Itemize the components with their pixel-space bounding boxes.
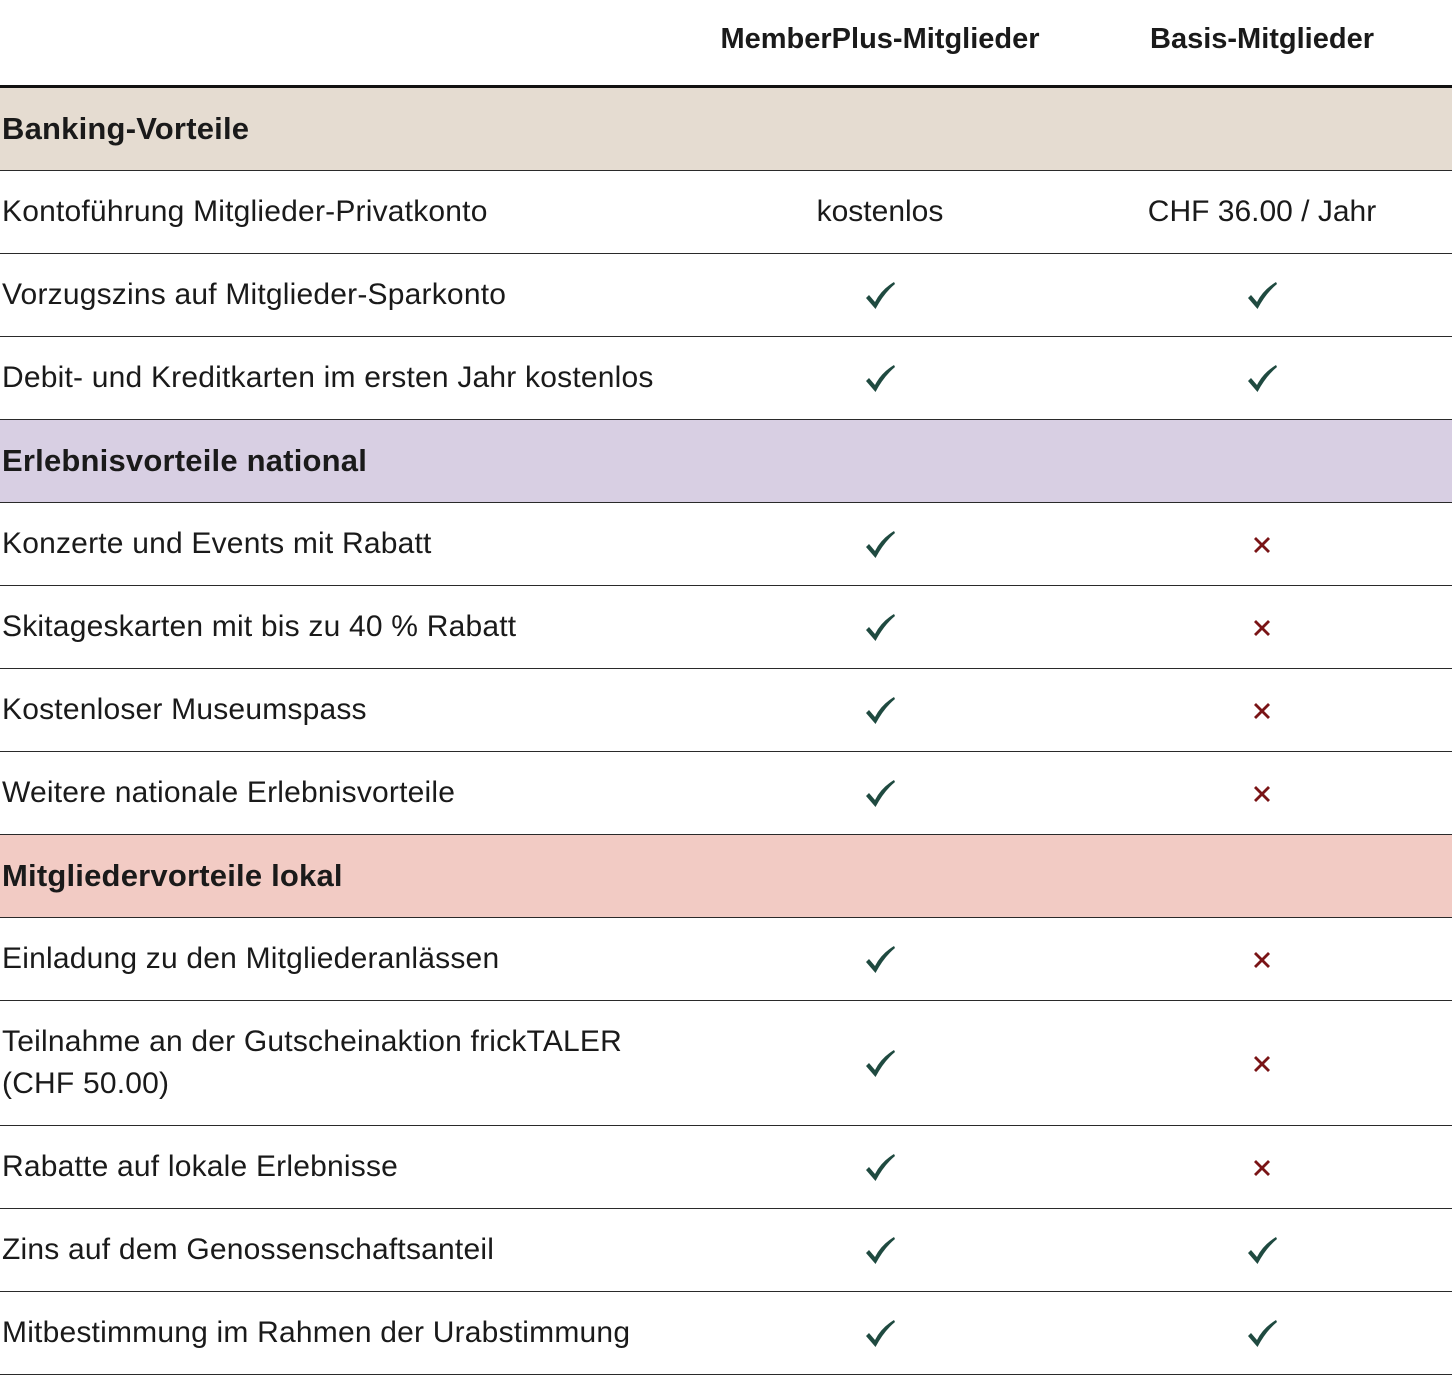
memberplus-value [688, 775, 1072, 810]
basis-value [1072, 610, 1452, 644]
table-row [0, 254, 1452, 337]
table-row [0, 1292, 1452, 1375]
table-row [0, 918, 1452, 1001]
basis-value [1072, 693, 1452, 727]
memberplus-value [688, 277, 1072, 312]
basis-value [1072, 360, 1452, 395]
section-erlebnisvorteile-national [0, 420, 1452, 503]
memberplus-value [688, 1149, 1072, 1184]
basis-value [1072, 1315, 1452, 1350]
check-icon [863, 279, 897, 313]
basis-value [1072, 1046, 1452, 1080]
value-text: CHF 36.00 / Jahr [1147, 195, 1377, 228]
header-feature-column [0, 40, 688, 46]
memberplus-value [688, 692, 1072, 727]
table-row [0, 669, 1452, 752]
section-banking-vorteile [0, 88, 1452, 171]
feature-label: Debit- und Kreditkarten im ersten Jahr kostenlos [2, 361, 654, 394]
table-header-row [0, 0, 1452, 88]
value-text: kostenlos [816, 195, 944, 228]
cross-icon [1251, 700, 1273, 722]
basis-value [1072, 1150, 1452, 1184]
basis-value [1072, 527, 1452, 561]
feature-label: Mitbestimmung im Rahmen der Urabstimmung [2, 1316, 631, 1349]
feature-label: Skitageskarten mit bis zu 40 % Rabatt [2, 610, 517, 643]
check-icon [863, 777, 897, 811]
memberplus-value [688, 360, 1072, 395]
check-icon [1245, 279, 1279, 313]
section-title: Erlebnisvorteile national [2, 443, 368, 478]
check-icon [863, 1317, 897, 1351]
memberplus-value [688, 526, 1072, 561]
check-icon [863, 611, 897, 645]
feature-label: Teilnahme an der Gutscheinaktion frickTALER (CHF 50.00) [2, 1025, 622, 1100]
feature-label: Konzerte und Events mit Rabatt [2, 527, 432, 560]
check-icon [863, 1151, 897, 1185]
cross-icon [1251, 1053, 1273, 1075]
memberplus-value [688, 195, 1072, 229]
feature-label: Kostenloser Museumspass [2, 693, 367, 726]
memberplus-value [688, 941, 1072, 976]
check-icon [863, 694, 897, 728]
memberplus-value [660, 1045, 1072, 1080]
feature-label: Vorzugszins auf Mitglieder-Sparkonto [2, 278, 507, 311]
section-title: Banking-Vorteile [2, 111, 250, 146]
memberplus-value [688, 1232, 1072, 1267]
check-icon [1245, 1317, 1279, 1351]
header-basis-column: Basis-Mitglieder [1150, 23, 1374, 55]
check-icon [863, 362, 897, 396]
basis-value [1072, 942, 1452, 976]
cross-icon [1251, 949, 1273, 971]
basis-value [1072, 1232, 1452, 1267]
check-icon [1245, 1234, 1279, 1268]
table-row [0, 1126, 1452, 1209]
cross-icon [1251, 534, 1273, 556]
table-row [0, 171, 1452, 254]
table-row [0, 337, 1452, 420]
basis-value [1072, 195, 1452, 229]
feature-label: Einladung zu den Mitgliederanlässen [2, 942, 500, 975]
feature-label: Rabatte auf lokale Erlebnisse [2, 1150, 399, 1183]
memberplus-value [688, 1315, 1072, 1350]
header-memberplus-column: MemberPlus-Mitglieder [720, 23, 1040, 55]
feature-label: Weitere nationale Erlebnisvorteile [2, 776, 456, 809]
basis-value [1072, 277, 1452, 312]
check-icon [863, 528, 897, 562]
table-row [0, 586, 1452, 669]
section-mitgliedervorteile-lokal [0, 835, 1452, 918]
feature-label: Kontoführung Mitglieder-Privatkonto [2, 195, 488, 228]
basis-value [1072, 776, 1452, 810]
memberplus-value [688, 609, 1072, 644]
section-title: Mitgliedervorteile lokal [2, 858, 343, 893]
check-icon [863, 1234, 897, 1268]
cross-icon [1251, 617, 1273, 639]
table-row [0, 1001, 1452, 1126]
cross-icon [1251, 1157, 1273, 1179]
table-row [0, 752, 1452, 835]
feature-label: Zins auf dem Genossenschaftsanteil [2, 1233, 495, 1266]
check-icon [863, 1047, 897, 1081]
check-icon [863, 943, 897, 977]
table-row [0, 503, 1452, 586]
table-row [0, 1209, 1452, 1292]
check-icon [1245, 362, 1279, 396]
cross-icon [1251, 783, 1273, 805]
